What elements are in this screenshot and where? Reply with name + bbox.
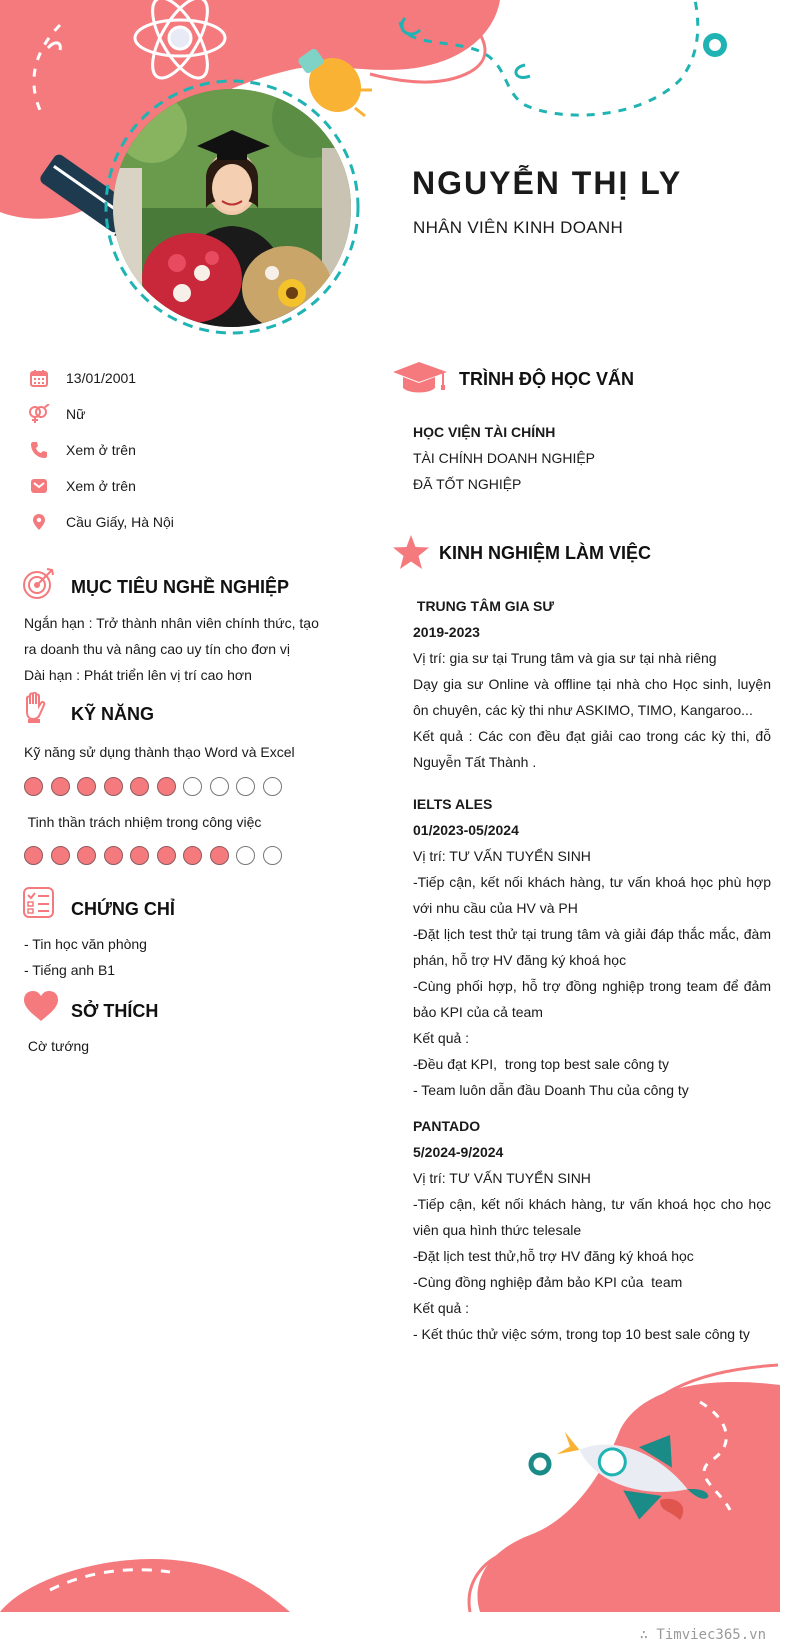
phone-icon — [28, 439, 50, 461]
email-icon — [28, 475, 50, 497]
rating-dot-filled — [77, 777, 96, 796]
job-period: 2019-2023 — [413, 624, 480, 640]
rating-dot-empty — [236, 777, 255, 796]
job-detail: - Team luôn dẫn đầu Doanh Thu của công ty — [413, 1082, 689, 1098]
objective-line: Dài hạn : Phát triển lên vị trí cao hơn — [24, 667, 252, 683]
email-value: Xem ở trên — [66, 478, 136, 494]
address-value: Cầu Giấy, Hà Nội — [66, 514, 174, 530]
checklist-icon — [23, 887, 55, 919]
calendar-icon — [28, 367, 50, 389]
rating-dot-filled — [157, 777, 176, 796]
job-detail: -Đều đạt KPI, trong top best sale công ty — [413, 1056, 670, 1072]
job-entry — [413, 593, 771, 775]
job-detail: - Kết thúc thử việc sớm, trong top 10 best sale công ty — [413, 1326, 750, 1342]
job-detail: Vị trí: TƯ VẤN TUYỂN SINH — [413, 1170, 591, 1186]
education-status: ĐÃ TỐT NGHIỆP — [413, 476, 522, 492]
skill-rating — [24, 846, 282, 865]
job-detail: Kết quả : Các con đều đạt giải cao trong các kỳ thi, đỗ Nguyễn Tất Thành . — [413, 728, 771, 770]
certificate-item: - Tin học văn phòng — [24, 936, 147, 952]
job-company: PANTADO — [413, 1118, 481, 1134]
heart-icon — [23, 990, 59, 1022]
rating-dot-filled — [24, 777, 43, 796]
location-icon — [28, 511, 50, 533]
profile-photo — [112, 88, 352, 328]
certificates-title: CHỨNG CHỈ — [71, 899, 175, 919]
star-icon — [393, 535, 429, 569]
job-detail: -Cùng phối hợp, hỗ trợ đồng nghiệp trong team để đảm bảo KPI của cả team — [413, 978, 771, 1020]
target-icon — [22, 566, 56, 600]
job-detail: Kết quả : — [413, 1030, 470, 1046]
rating-dot-filled — [183, 846, 202, 865]
gender-value: Nữ — [66, 406, 86, 422]
hand-icon — [22, 692, 48, 724]
rating-dot-empty — [210, 777, 229, 796]
job-position: NHÂN VIÊN KINH DOANH — [413, 218, 624, 237]
rating-dot-empty — [183, 777, 202, 796]
job-detail: Vị trí: TƯ VẤN TUYỂN SINH — [413, 848, 591, 864]
experience-title: KINH NGHIỆM LÀM VIỆC — [439, 543, 652, 563]
rating-dot-filled — [51, 846, 70, 865]
rating-dot-filled — [210, 846, 229, 865]
bottom-decoration — [0, 1350, 800, 1647]
contact-phone — [28, 438, 358, 462]
watermark: ∴ Timviec365.vn — [639, 1627, 766, 1643]
candidate-name: NGUYỄN THỊ LY — [412, 165, 683, 201]
job-detail: -Cùng đồng nghiệp đảm bảo KPI của team — [413, 1274, 683, 1290]
certificates-list — [24, 931, 147, 983]
rating-dot-filled — [77, 846, 96, 865]
skill-name: Kỹ năng sử dụng thành thạo Word và Excel — [24, 744, 295, 760]
objective-title: MỤC TIÊU NGHỀ NGHIỆP — [71, 577, 290, 597]
rating-dot-filled — [130, 846, 149, 865]
job-detail: Kết quả : — [413, 1300, 470, 1316]
rating-dot-empty — [263, 777, 282, 796]
job-detail: -Tiếp cận, kết nối khách hàng, tư vấn khoá học cho học viên qua hình thức telesale — [413, 1196, 771, 1238]
job-entry — [413, 791, 771, 1103]
job-detail: Dạy gia sư Online và offline tại nhà cho Học sinh, luyện ôn chuyên, các kỳ thi như ASKIMO, TIMO, Kangaroo... — [413, 676, 771, 718]
rating-dot-filled — [130, 777, 149, 796]
job-period: 5/2024-9/2024 — [413, 1144, 504, 1160]
job-company: TRUNG TÂM GIA SƯ — [413, 598, 554, 614]
contact-birthday — [28, 366, 358, 390]
objective-text — [24, 610, 364, 688]
hobbies-title: SỞ THÍCH — [71, 1001, 159, 1021]
education-title: TRÌNH ĐỘ HỌC VẤN — [459, 369, 634, 389]
school-name: HỌC VIỆN TÀI CHÍNH — [413, 424, 556, 440]
skill-name: Tinh thần trách nhiệm trong công việc — [24, 814, 262, 830]
graduation-cap-icon — [393, 362, 449, 396]
job-period: 01/2023-05/2024 — [413, 822, 519, 838]
certificate-item: - Tiếng anh B1 — [24, 962, 116, 978]
objective-line: Ngắn hạn : Trở thành nhân viên chính thức, tạo — [24, 615, 319, 631]
skill-rating — [24, 777, 282, 796]
rating-dot-filled — [104, 846, 123, 865]
contact-email — [28, 474, 358, 498]
gender-icon — [28, 403, 50, 425]
contact-gender — [28, 402, 358, 426]
job-company: IELTS ALES — [413, 796, 493, 812]
rating-dot-filled — [24, 846, 43, 865]
rating-dot-empty — [263, 846, 282, 865]
rating-dot-filled — [104, 777, 123, 796]
hobby-item: Cờ tướng — [24, 1038, 90, 1054]
rating-dot-filled — [157, 846, 176, 865]
birthday-value: 13/01/2001 — [66, 370, 137, 386]
phone-value: Xem ở trên — [66, 442, 136, 458]
job-detail: Vị trí: gia sư tại Trung tâm và gia sư tại nhà riêng — [413, 650, 717, 666]
contact-address — [28, 510, 358, 534]
job-detail: -Tiếp cận, kết nối khách hàng, tư vấn khoá học phù hợp với nhu cầu của HV và PH — [413, 874, 771, 916]
rating-dot-empty — [236, 846, 255, 865]
job-entry — [413, 1113, 771, 1347]
objective-line: ra doanh thu và nâng cao uy tín cho đơn vị — [24, 641, 291, 657]
education-block — [413, 419, 771, 497]
major: TÀI CHÍNH DOANH NGHIỆP — [413, 450, 596, 466]
rating-dot-filled — [51, 777, 70, 796]
skills-title: KỸ NĂNG — [71, 704, 155, 724]
job-detail: -Đặt lịch test thử tại trung tâm và giải đáp thắc mắc, đàm phán, hỗ trợ HV đăng ký khoá học — [413, 926, 771, 968]
job-detail: -Đặt lịch test thử,hỗ trợ HV đăng ký khoá học — [413, 1248, 694, 1264]
